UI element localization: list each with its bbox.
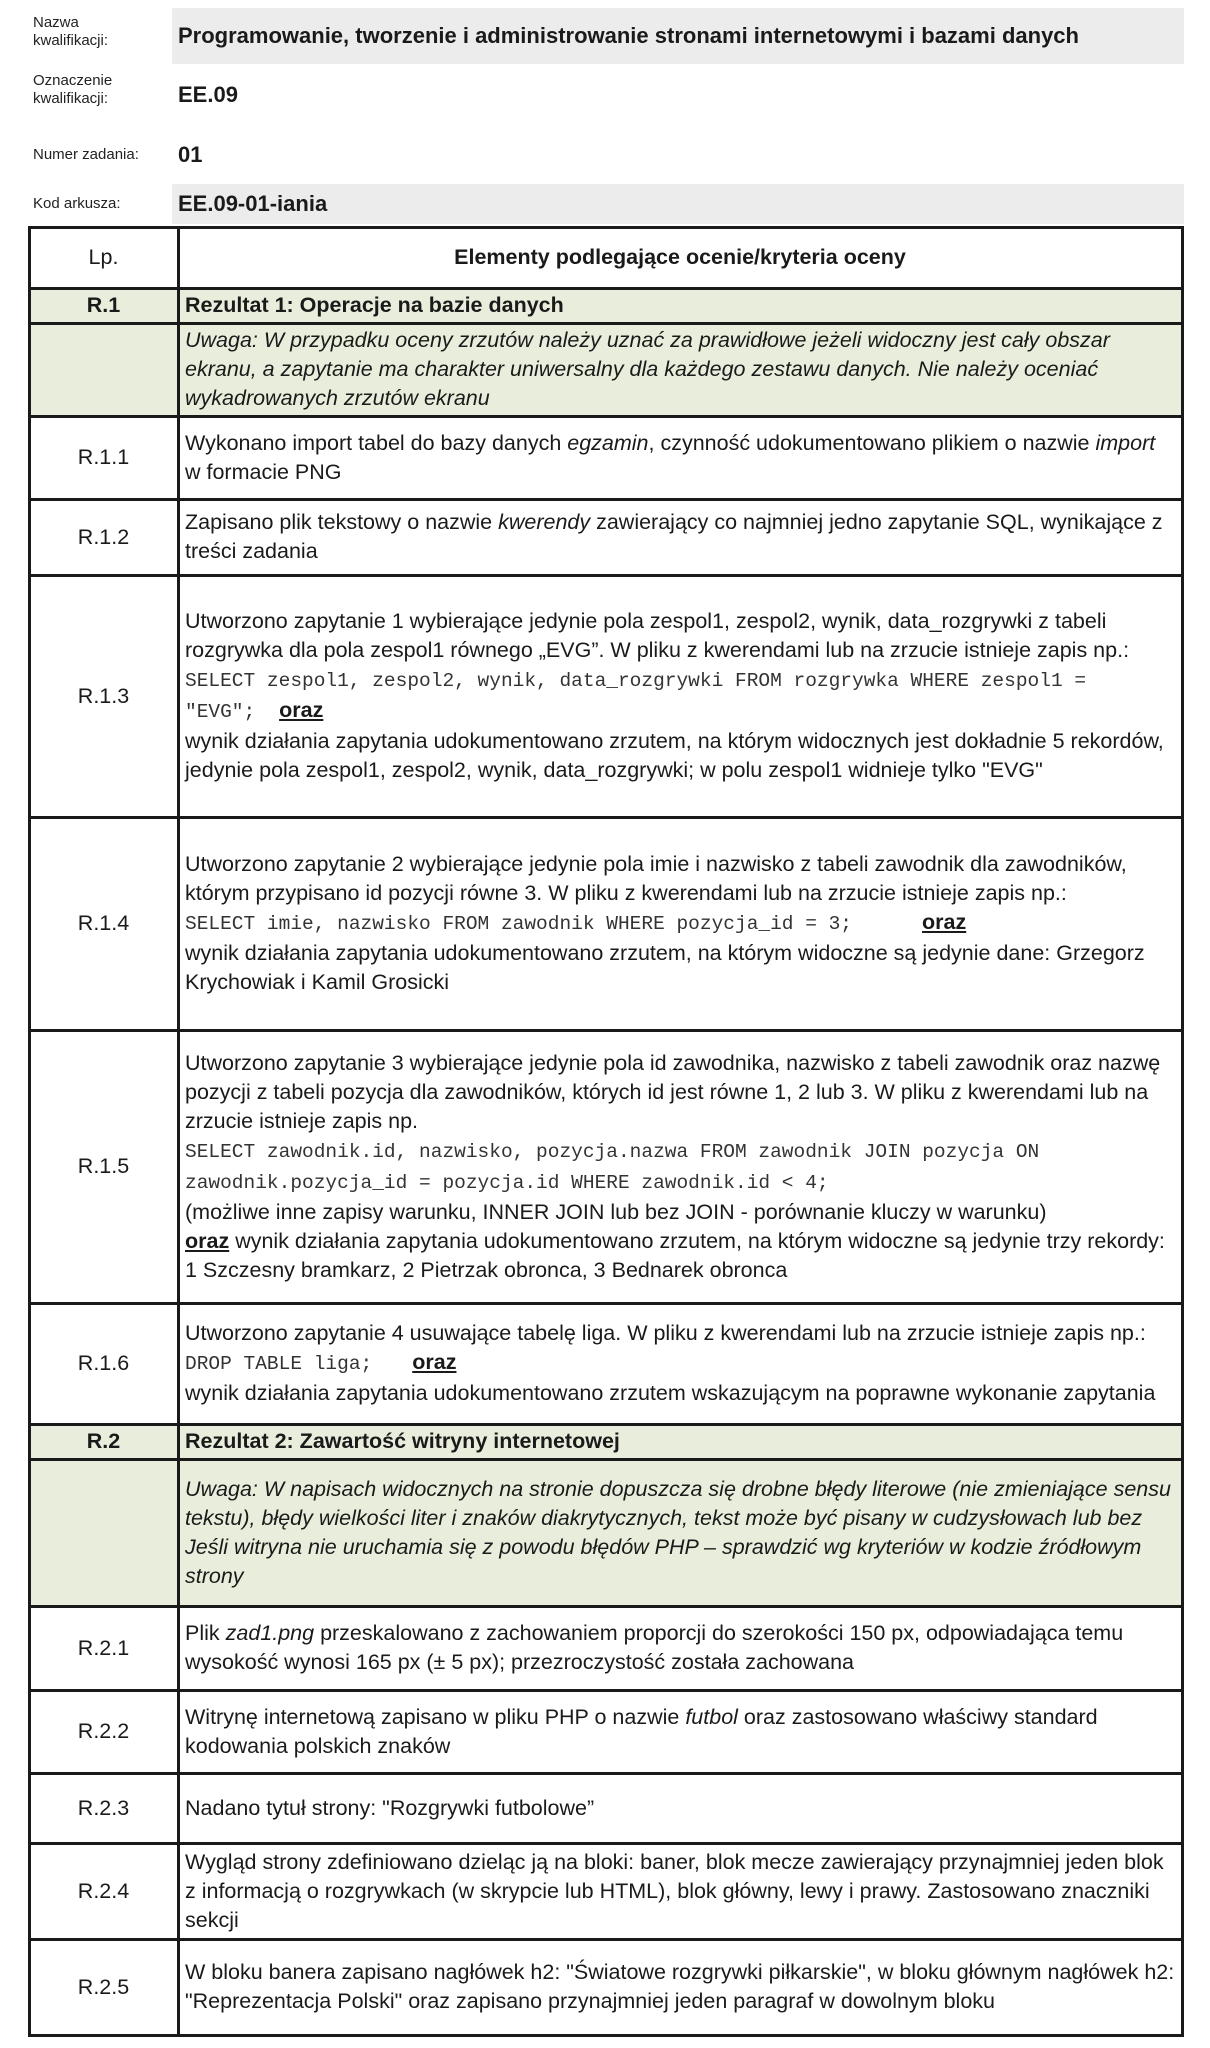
row-id: R.2.5 <box>30 1940 179 2036</box>
criterion-text: Wygląd strony zdefiniowano dzieląc ją na bloki: baner, blok mecze zawierający przynajmniej jeden blok z informacją o rozgrywkach (w skrypcie lub HTML), blok główny, lewy i prawy. Zastosowano znaczniki sekcji <box>179 1844 1183 1940</box>
row-id: R.2.3 <box>30 1774 179 1844</box>
table-header-row <box>30 228 1183 289</box>
criterion-text: Nadano tytuł strony: "Rozgrywki futbolowe” <box>179 1774 1183 1844</box>
row-id: R.1.4 <box>30 818 179 1031</box>
oraz-marker: oraz <box>922 910 967 934</box>
criterion-row-r1-2 <box>30 500 1183 576</box>
header-sheet-code <box>0 184 1210 224</box>
row-id: R.2.4 <box>30 1844 179 1940</box>
sheet-code: EE.09-01-iania <box>172 184 1184 224</box>
criterion-row-r2-1 <box>30 1607 1183 1691</box>
oraz-marker: oraz <box>279 698 324 722</box>
qualification-code-label: Oznaczenie kwalifikacji: <box>33 72 113 107</box>
criterion-text: Utworzono zapytanie 2 wybierające jedynie pola imie i nazwisko z tabeli zawodnik dla zawodników, którym przypisano id pozycji równe 3. W pliku z kwerendami lub na zrzucie istnieje zapis np.: SELECT imie, nazwisko FROM zawodnik WHERE pozycja_id = 3; oraz wynik działania zapytania udokumentowano zrzutem, na którym widoczne są jedynie dane: Grzegorz Krychowiak i Kamil Grosicki <box>179 818 1183 1031</box>
criterion-text: Plik zad1.png przeskalowano z zachowaniem proporcji do szerokości 150 px, odpowiadająca temu wysokość wynosi 165 px (± 5 px); przezroczystość została zachowana <box>179 1607 1183 1691</box>
criterion-row-r2-2 <box>30 1691 1183 1774</box>
criterion-row-r2-3 <box>30 1774 1183 1844</box>
criterion-row-r1-4 <box>30 818 1183 1031</box>
row-id: R.1.1 <box>30 417 179 500</box>
note-text: Uwaga: W napisach widocznych na stronie dopuszcza się drobne błędy literowe (nie zmieniające sensu tekstu), błędy wielkości liter i znaków diakrytycznych, tekst może być pisany w cudzysłowach lub bez Jeśli witryna nie uruchamia się z powodu błędów PHP – sprawdzić wg kryteriów w kodzie źródłowym strony <box>179 1460 1183 1607</box>
row-id: R.2.1 <box>30 1607 179 1691</box>
sql-code: SELECT zespol1, zespol2, wynik, data_rozgrywki FROM rozgrywka WHERE zespol1 = "EVG"; <box>185 670 1087 723</box>
row-id: R.1.3 <box>30 576 179 818</box>
criterion-text: Wykonano import tabel do bazy danych egzamin, czynność udokumentowano plikiem o nazwie import w formacie PNG <box>179 417 1183 500</box>
col-criteria-header: Elementy podlegające ocenie/kryteria oceny <box>179 228 1183 289</box>
criterion-row-r1-1 <box>30 417 1183 500</box>
result-row-r1 <box>30 289 1183 324</box>
row-id: R.2.2 <box>30 1691 179 1774</box>
task-number-label: Numer zadania: <box>33 146 139 163</box>
col-lp-header: Lp. <box>30 228 179 289</box>
sql-code: DROP TABLE liga; <box>185 1353 373 1375</box>
qualification-code: EE.09 <box>178 82 238 107</box>
note-row-r2 <box>30 1460 1183 1607</box>
criteria-table <box>28 226 1184 2037</box>
row-id: R.1.6 <box>30 1304 179 1425</box>
criterion-row-r1-6 <box>30 1304 1183 1425</box>
row-id: R.1 <box>30 289 179 324</box>
task-number: 01 <box>178 142 203 167</box>
criterion-row-r2-5 <box>30 1940 1183 2036</box>
header-task-number <box>0 132 1210 178</box>
result-row-r2 <box>30 1425 1183 1460</box>
result-title: Rezultat 2: Zawartość witryny internetowej <box>179 1425 1183 1460</box>
qualification-name: Programowanie, tworzenie i administrowanie stronami internetowymi i bazami danych <box>172 8 1184 64</box>
criterion-text: Witrynę internetową zapisano w pliku PHP o nazwie futbol oraz zastosowano właściwy standard kodowania polskich znaków <box>179 1691 1183 1774</box>
criterion-row-r1-3 <box>30 576 1183 818</box>
qualification-name-label: Nazwa kwalifikacji: <box>33 14 109 49</box>
result-title: Rezultat 1: Operacje na bazie danych <box>179 289 1183 324</box>
criterion-text: Zapisano plik tekstowy o nazwie kwerendy zawierający co najmniej jedno zapytanie SQL, wynikające z treści zadania <box>179 500 1183 576</box>
sql-code: SELECT imie, nazwisko FROM zawodnik WHERE pozycja_id = 3; <box>185 913 853 935</box>
header-qualification-name <box>0 8 1210 64</box>
row-id: R.1.5 <box>30 1031 179 1304</box>
header-qualification-code <box>0 70 1210 120</box>
criterion-row-r1-5 <box>30 1031 1183 1304</box>
note-text: Uwaga: W przypadku oceny zrzutów należy uznać za prawidłowe jeżeli widoczny jest cały obszar ekranu, a zapytanie ma charakter uniwersalny dla każdego zestawu danych. Nie należy oceniać wykadrowanych zrzutów ekranu <box>179 324 1183 417</box>
criterion-row-r2-4 <box>30 1844 1183 1940</box>
oraz-marker: oraz <box>412 1350 457 1374</box>
criterion-text: W bloku banera zapisano nagłówek h2: "Światowe rozgrywki piłkarskie", w bloku głównym nagłówek h2: "Reprezentacja Polski" oraz zapisano przynajmniej jeden paragraf w dowolnym bloku <box>179 1940 1183 2036</box>
row-id: R.1.2 <box>30 500 179 576</box>
criterion-text: Utworzono zapytanie 1 wybierające jedynie pola zespol1, zespol2, wynik, data_rozgrywki z tabeli rozgrywka dla pola zespol1 równego „EVG”. W pliku z kwerendami lub na zrzucie istnieje zapis np.: SELECT zespol1, zespol2, wynik, data_rozgrywki FROM rozgrywka WHERE zespol1 = "EVG"; oraz wynik działania zapytania udokumentowano zrzutem, na którym widocznych jest dokładnie 5 rekordów, jedynie pola zespol1, zespol2, wynik, data_rozgrywki; w polu zespol1 widnieje tylko "EVG" <box>179 576 1183 818</box>
criterion-text: Utworzono zapytanie 3 wybierające jedynie pola id zawodnika, nazwisko z tabeli zawodnik oraz nazwę pozycji z tabeli pozycja dla zawodników, których id jest równe 1, 2 lub 3. W pliku z kwerendami lub na zrzucie istnieje zapis np. SELECT zawodnik.id, nazwisko, pozycja.nazwa FROM zawodnik JOIN pozycja ON zawodnik.pozycja_id = pozycja.id WHERE zawodnik.id < 4; (możliwe inne zapisy warunku, INNER JOIN lub bez JOIN - porównanie kluczy w warunku) oraz wynik działania zapytania udokumentowano zrzutem, na którym widoczne są jedynie trzy rekordy: 1 Szczesny bramkarz, 2 Pietrzak obronca, 3 Bednarek obronca <box>179 1031 1183 1304</box>
criterion-text: Utworzono zapytanie 4 usuwające tabelę liga. W pliku z kwerendami lub na zrzucie istnieje zapis np.: DROP TABLE liga; oraz wynik działania zapytania udokumentowano zrzutem wskazującym na poprawne wykonanie zapytania <box>179 1304 1183 1425</box>
sheet-code-label: Kod arkusza: <box>33 195 121 212</box>
sql-code: SELECT zawodnik.id, nazwisko, pozycja.nazwa FROM zawodnik JOIN pozycja ON zawodnik.pozycja_id = pozycja.id WHERE zawodnik.id < 4; <box>185 1140 1040 1194</box>
note-row-r1 <box>30 324 1183 417</box>
oraz-marker: oraz <box>185 1228 230 1253</box>
row-id: R.2 <box>30 1425 179 1460</box>
